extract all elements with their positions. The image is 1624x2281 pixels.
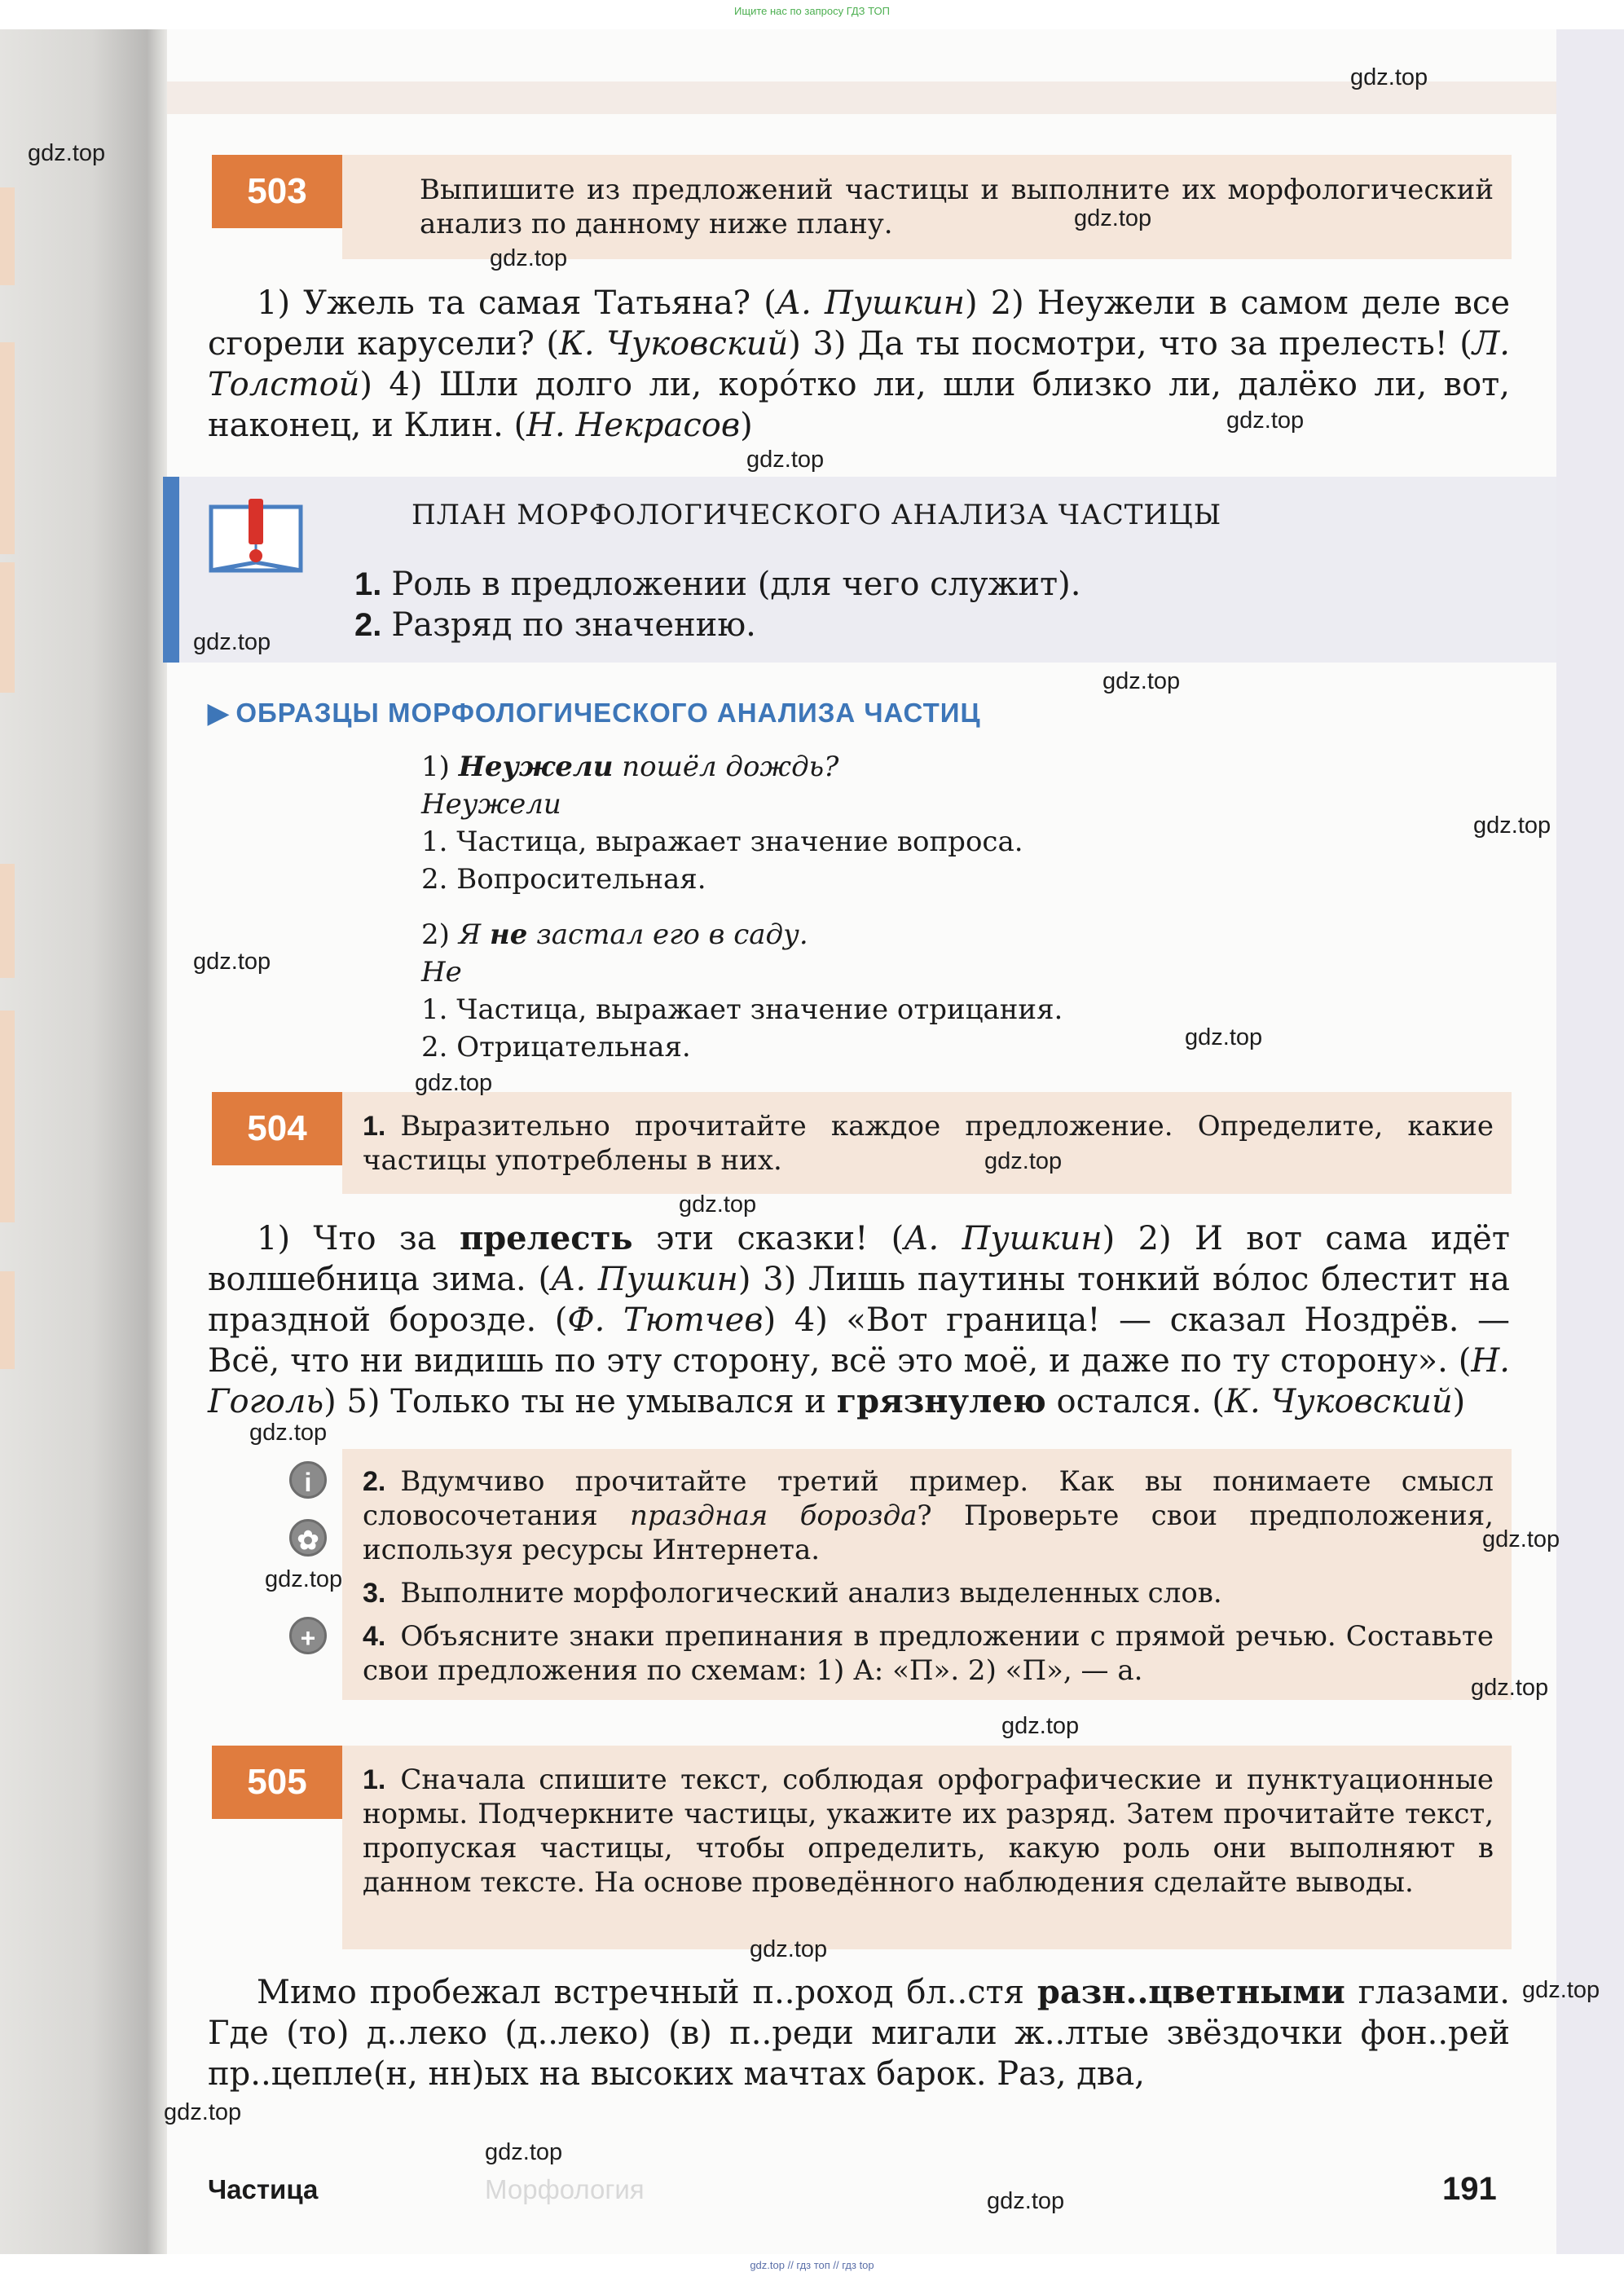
- ex503-text-d: ) 4) Шли долго ли, коро́тко ли, шли близко ли, далёко ли, вот, наконец, и Клин. (: [208, 366, 1510, 444]
- sample-1-num: 1): [421, 751, 459, 783]
- watermark: gdz.top: [679, 1191, 757, 1218]
- sample-1-sentence: [421, 748, 838, 786]
- ex504-task-4-text: Объясните знаки препинания в предложении с прямой речью. Составьте свои предложения по схемам: 1) А: «П». 2) «П», — а.: [363, 1620, 1494, 1687]
- plan-item-2-num: 2.: [354, 607, 382, 643]
- plan-item-1: [354, 564, 1080, 605]
- ex504-text-d: ) 3) Лишь паутины тонкий во́лос блестит на праздной борозде. (: [208, 1261, 1511, 1339]
- watermark: gdz.top: [1350, 64, 1428, 90]
- ex503-text-c: ) 3) Да ты посмотри, что за прелесть! (: [788, 325, 1472, 363]
- sample-1-particle: Неужели: [458, 751, 614, 783]
- footer-ghost-text: Морфология: [485, 2174, 645, 2204]
- sample-1-line-2: 2. Вопросительная.: [421, 863, 706, 896]
- watermark: gdz.top: [1074, 205, 1152, 231]
- sample-1-line-1: 1. Частица, выражает значение вопроса.: [421, 826, 1023, 858]
- ex503-text-b: ) 2) Неужели в самом деле все сгорели карусели? (: [208, 284, 1511, 363]
- ex505-bold-word: разн..цветными: [1036, 1973, 1345, 2011]
- ex504-task-1-text: Выразительно прочитайте каждое предложение. Определите, какие частицы употреблены в них.: [363, 1110, 1494, 1177]
- samples-heading: [208, 697, 981, 729]
- plan-accent-bar: [163, 477, 179, 663]
- exercise-504-task-3: [363, 1576, 1494, 1610]
- page-top-band: [167, 81, 1556, 114]
- exercise-505-task-1: [363, 1763, 1494, 1900]
- ex504-task-2-num: 2.: [363, 1466, 386, 1497]
- watermark: gdz.top: [28, 140, 106, 166]
- watermark: gdz.top: [164, 2099, 242, 2125]
- samples-heading-text: ОБРАЗЦЫ МОРФОЛОГИЧЕСКОГО АНАЛИЗА ЧАСТИЦ: [235, 698, 981, 728]
- plan-item-1-num: 1.: [354, 566, 382, 602]
- watermark: gdz.top: [746, 447, 825, 473]
- ex504-bold-word-1: прелесть: [459, 1219, 633, 1257]
- ex504-task-3-num: 3.: [363, 1578, 386, 1609]
- watermark: gdz.top: [1102, 668, 1181, 694]
- page-number: 191: [1442, 2171, 1497, 2207]
- watermark: gdz.top: [987, 2188, 1065, 2214]
- left-page-spine: [0, 29, 167, 2254]
- sample-2-line-2: 2. Отрицательная.: [421, 1031, 691, 1063]
- watermark: gdz.top: [193, 949, 271, 975]
- ex504-task-1-num: 1.: [363, 1111, 386, 1142]
- ex503-text-e: ): [740, 407, 753, 444]
- sample-2-word: [421, 953, 462, 991]
- ex504-task-2-text-a: Вдумчиво прочитайте третий пример. Как вы понимаете смысл словосочетания: [363, 1465, 1494, 1532]
- exercise-504-sentences: [208, 1218, 1510, 1422]
- watermark: gdz.top: [193, 629, 271, 655]
- ex505-task-1-text: Сначала спишите текст, соблюдая орфографические и пунктуационные нормы. Подчеркните частицы, укажите их разряд. Затем прочитайте текст, пропуская частицы, чтобы определить, какую роль они выполняют в данном тексте. На основе проведённого наблюдения сделайте выводы.: [363, 1764, 1494, 1899]
- ex504-text-c: ) 2) И вот сама идёт волшебница зима. (: [208, 1220, 1510, 1298]
- exercise-504-task-1: [363, 1109, 1494, 1178]
- exercise-504-task-4: [363, 1619, 1494, 1688]
- ex503-text-a: 1) Ужель та самая Татьяна? (: [257, 284, 777, 322]
- ex503-author-2: К. Чуковский: [558, 325, 789, 363]
- exercise-503-number: 503: [212, 155, 342, 228]
- watermark: gdz.top: [490, 245, 568, 271]
- watermark: gdz.top: [249, 1420, 328, 1446]
- exercise-505-text: [208, 1972, 1510, 2094]
- watermark: gdz.top: [1473, 812, 1551, 839]
- ex504-task-2-italic: праздная борозда: [630, 1499, 918, 1532]
- exercise-504-number: 504: [212, 1092, 342, 1165]
- sample-2-line-1: 1. Частица, выражает значение отрицания.: [421, 993, 1063, 1026]
- ex505-text-a: Мимо пробежал встречный п..роход бл..стя: [257, 1974, 1037, 2011]
- sample-2-word-text: Не: [421, 956, 462, 989]
- ex504-author-5: К. Чуковский: [1225, 1383, 1453, 1420]
- ex504-author-2: А. Пушкин: [551, 1261, 738, 1298]
- triangle-bullet-icon: ▶: [208, 698, 230, 728]
- plan-title: ПЛАН МОРФОЛОГИЧЕСКОГО АНАЛИЗА ЧАСТИЦЫ: [412, 499, 1222, 531]
- ex504-author-3: Ф. Тютчев: [567, 1301, 764, 1339]
- exercise-505-number: 505: [212, 1746, 342, 1819]
- exercise-503-sentences: [208, 283, 1510, 446]
- ex504-task-3-text: Выполните морфологический анализ выделенных слов.: [400, 1577, 1222, 1609]
- sample-1-rest: пошёл дождь?: [613, 751, 839, 783]
- ex504-text-g: остался. (: [1045, 1383, 1226, 1420]
- exercise-503-task-text: Выпишите из предложений частицы и выполните их морфологический анализ по данному ниже плану.: [420, 174, 1494, 240]
- watermark: gdz.top: [415, 1070, 493, 1096]
- watermark: gdz.top: [1001, 1713, 1080, 1739]
- watermark: gdz.top: [1226, 407, 1305, 434]
- sample-2-particle: не: [490, 918, 528, 951]
- ex505-text-b: глазами. Где (то) д..леко (д..леко) (в) п..реди мигали ж..лтые звёздочки фон..рей пр..цепле(н, нн)ых на высоких мачтах барок. Раз, два,: [208, 1974, 1510, 2093]
- ex504-author-4: Н. Гоголь: [208, 1342, 1510, 1420]
- watermark: gdz.top: [265, 1566, 343, 1592]
- sample-1-word: [421, 786, 561, 823]
- sample-2-num: 2): [421, 918, 459, 951]
- plan-item-2-text: Разряд по значению.: [391, 606, 756, 644]
- ex504-text-f: ) 5) Только ты не умывался и: [323, 1383, 837, 1420]
- sample-2-rest: застал его в саду.: [527, 918, 808, 951]
- watermark: gdz.top: [1471, 1675, 1549, 1701]
- exercise-503-task: [420, 173, 1494, 241]
- ex504-task-2-text-b: ? Проверьте свои предположения, используя ресурсы Интернета.: [363, 1499, 1494, 1566]
- exercise-504-task-2: [363, 1464, 1494, 1567]
- book-exclamation-icon: [208, 499, 304, 574]
- ex503-author-4: Н. Некрасов: [526, 407, 741, 444]
- info-icon: i: [289, 1461, 327, 1499]
- ex503-author-1: А. Пушкин: [776, 284, 965, 322]
- sample-2-pre: Я: [458, 918, 490, 951]
- watermark: gdz.top: [1185, 1024, 1263, 1050]
- ex504-author-1: А. Пушкин: [904, 1220, 1102, 1257]
- watermark: gdz.top: [984, 1148, 1063, 1174]
- right-page-edge: [1556, 29, 1624, 2254]
- ex504-text-b: эти сказки! (: [632, 1220, 904, 1257]
- plus-icon: +: [289, 1617, 327, 1654]
- top-search-link[interactable]: Ищите нас по запросу ГДЗ ТОП: [734, 5, 890, 17]
- plan-item-1-text: Роль в предложении (для чего служит).: [391, 566, 1081, 603]
- sample-1-word-text: Неужели: [421, 788, 561, 821]
- watermark: gdz.top: [485, 2139, 563, 2165]
- bottom-link[interactable]: gdz.top // гдз топ // гдз top: [750, 2259, 874, 2271]
- ex504-text-h: ): [1452, 1383, 1466, 1420]
- ex503-author-3: Л. Толстой: [208, 325, 1510, 403]
- ex504-bold-word-2: грязнулею: [836, 1382, 1046, 1420]
- sample-2-sentence: [421, 916, 808, 953]
- ex504-text-a: 1) Что за: [257, 1220, 460, 1257]
- ex504-task-4-num: 4.: [363, 1621, 386, 1652]
- watermark: gdz.top: [750, 1936, 828, 1962]
- ex504-text-e: ) 4) «Вот граница! — сказал Ноздрёв. — Всё, что ни видишь по эту сторону, всё это моё, и даже по ту сторону». (: [208, 1301, 1511, 1380]
- ex505-task-1-num: 1.: [363, 1764, 386, 1795]
- watermark: gdz.top: [1522, 1977, 1600, 2003]
- footer-section-label: Частица: [208, 2174, 319, 2204]
- flower-icon: ✿: [289, 1519, 327, 1557]
- plan-item-2: [354, 605, 756, 645]
- watermark: gdz.top: [1482, 1526, 1560, 1552]
